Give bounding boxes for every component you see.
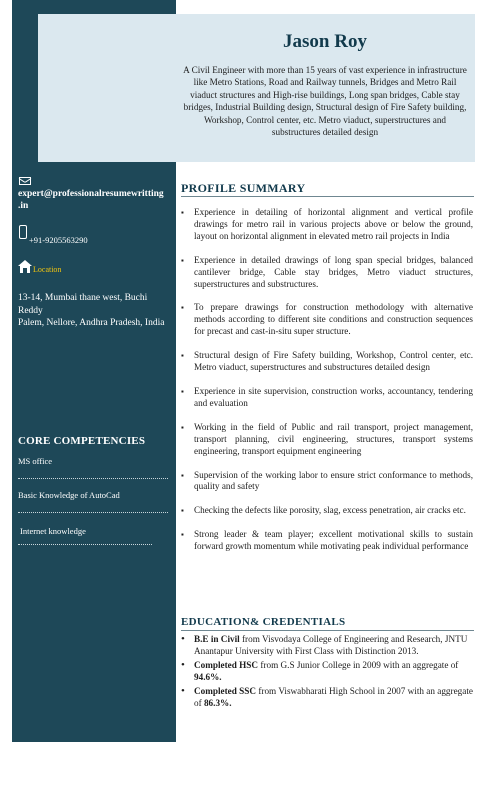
- education-score: 94.6%.: [194, 671, 222, 682]
- profile-item: ▪ Strong leader & team player; excellent motivational skills to sustain forward growth momentum while motivating peak individual performance: [181, 529, 473, 553]
- education-degree: Completed SSC: [194, 685, 257, 696]
- competency-item: MS office: [18, 456, 53, 466]
- education-item: [181, 660, 473, 684]
- competency-item: Basic Knowledge of AutoCad: [18, 490, 120, 500]
- profile-item: ▪ Working in the field of Public and rail transport, project management, transport planning, civil engineering, structures, transport systems engineering, transport equipment engineering: [181, 422, 473, 458]
- profile-item: ▪ Experience in detailing of horizontal alignment and vertical profile drawings for metro rail in various projects above or below the ground, layout on horizontal alignment in elevated metro rail projects in India: [181, 207, 473, 243]
- address-line-3: Palem, Nellore, Andhra Pradesh, India: [18, 318, 165, 328]
- education-degree: Completed HSC: [194, 659, 259, 670]
- education-detail: from Viswabharati High School in 2007 with an aggregate of: [194, 685, 473, 708]
- profile-summary-list: [181, 207, 473, 565]
- address-line-1: 13-14, Mumbai thane west, Buchi: [18, 293, 148, 303]
- education-item: [181, 686, 473, 710]
- core-competencies-heading: CORE COMPETENCIES: [18, 435, 146, 447]
- candidate-name: Jason Roy: [283, 31, 367, 52]
- competency-item: Internet knowledge: [20, 526, 86, 536]
- education-heading: EDUCATION& CREDENTIALS: [181, 616, 346, 628]
- education-detail: from Visvodaya College of Engineering and Research, JNTU Anantapur University with First Class with Distinction 2013.: [194, 634, 468, 656]
- location-label: Location: [33, 265, 62, 274]
- divider: [18, 512, 168, 513]
- phone-icon: [19, 225, 27, 239]
- heading-rule: [181, 630, 474, 631]
- profile-item: ▪ Structural design of Fire Safety building, Workshop, Control center, etc. Metro viaduct, superstructures and substructures detailed design: [181, 350, 473, 374]
- contact-email[interactable]: [18, 188, 164, 212]
- profile-item: ▪ Checking the defects like porosity, slag, excess penetration, air cracks etc.: [181, 505, 473, 517]
- education-score: 86.3%.: [203, 697, 232, 708]
- profile-item: ▪ Experience in site supervision, construction works, accountancy, tendering and evaluation: [181, 386, 473, 410]
- profile-item: ▪ To prepare drawings for construction methodology with alternative methods according to different site conditions and construction sequences for precast and cast-in-situ super structure.: [181, 302, 473, 338]
- education-detail: from G.S Junior College in 2009 with an aggregate of: [258, 659, 459, 670]
- education-item: [181, 634, 473, 658]
- education-list: [181, 634, 473, 711]
- email-icon: [19, 177, 31, 185]
- profile-item: ▪ Supervision of the working labor to ensure strict conformance to methods, quality and safety: [181, 470, 473, 494]
- heading-rule: [181, 196, 474, 197]
- profile-summary-heading: PROFILE SUMMARY: [181, 181, 306, 195]
- email-line-1: expert@professionalresumewritting: [18, 189, 164, 199]
- profile-item: ▪ Experience in detailed drawings of long span special bridges, balanced cantilever bridge, Cable stay bridges, Metro viaduct structures, superstructures and substructures.: [181, 255, 473, 291]
- contact-address: [18, 292, 164, 330]
- contact-phone: +91-9205563290: [29, 235, 88, 245]
- divider: [18, 478, 168, 479]
- divider: [18, 544, 152, 545]
- home-icon: [18, 260, 32, 273]
- address-line-2: Reddy: [18, 305, 43, 316]
- education-degree: B.E in Civil: [194, 634, 240, 644]
- email-line-2: .in: [18, 201, 29, 211]
- header-summary: A Civil Engineer with more than 15 years of vast experience in infrastructure like Metro Stations, Road and Railway tunnels, Bridges and Metro Rail viaduct structures and High-rise buildings, Long span bridges, Cable stay bridges, Industrial Building design, Structural design of Fire Safety building, Workshop, Control center, etc. Metro viaduct, superstructures and substructures detailed design: [183, 65, 467, 138]
